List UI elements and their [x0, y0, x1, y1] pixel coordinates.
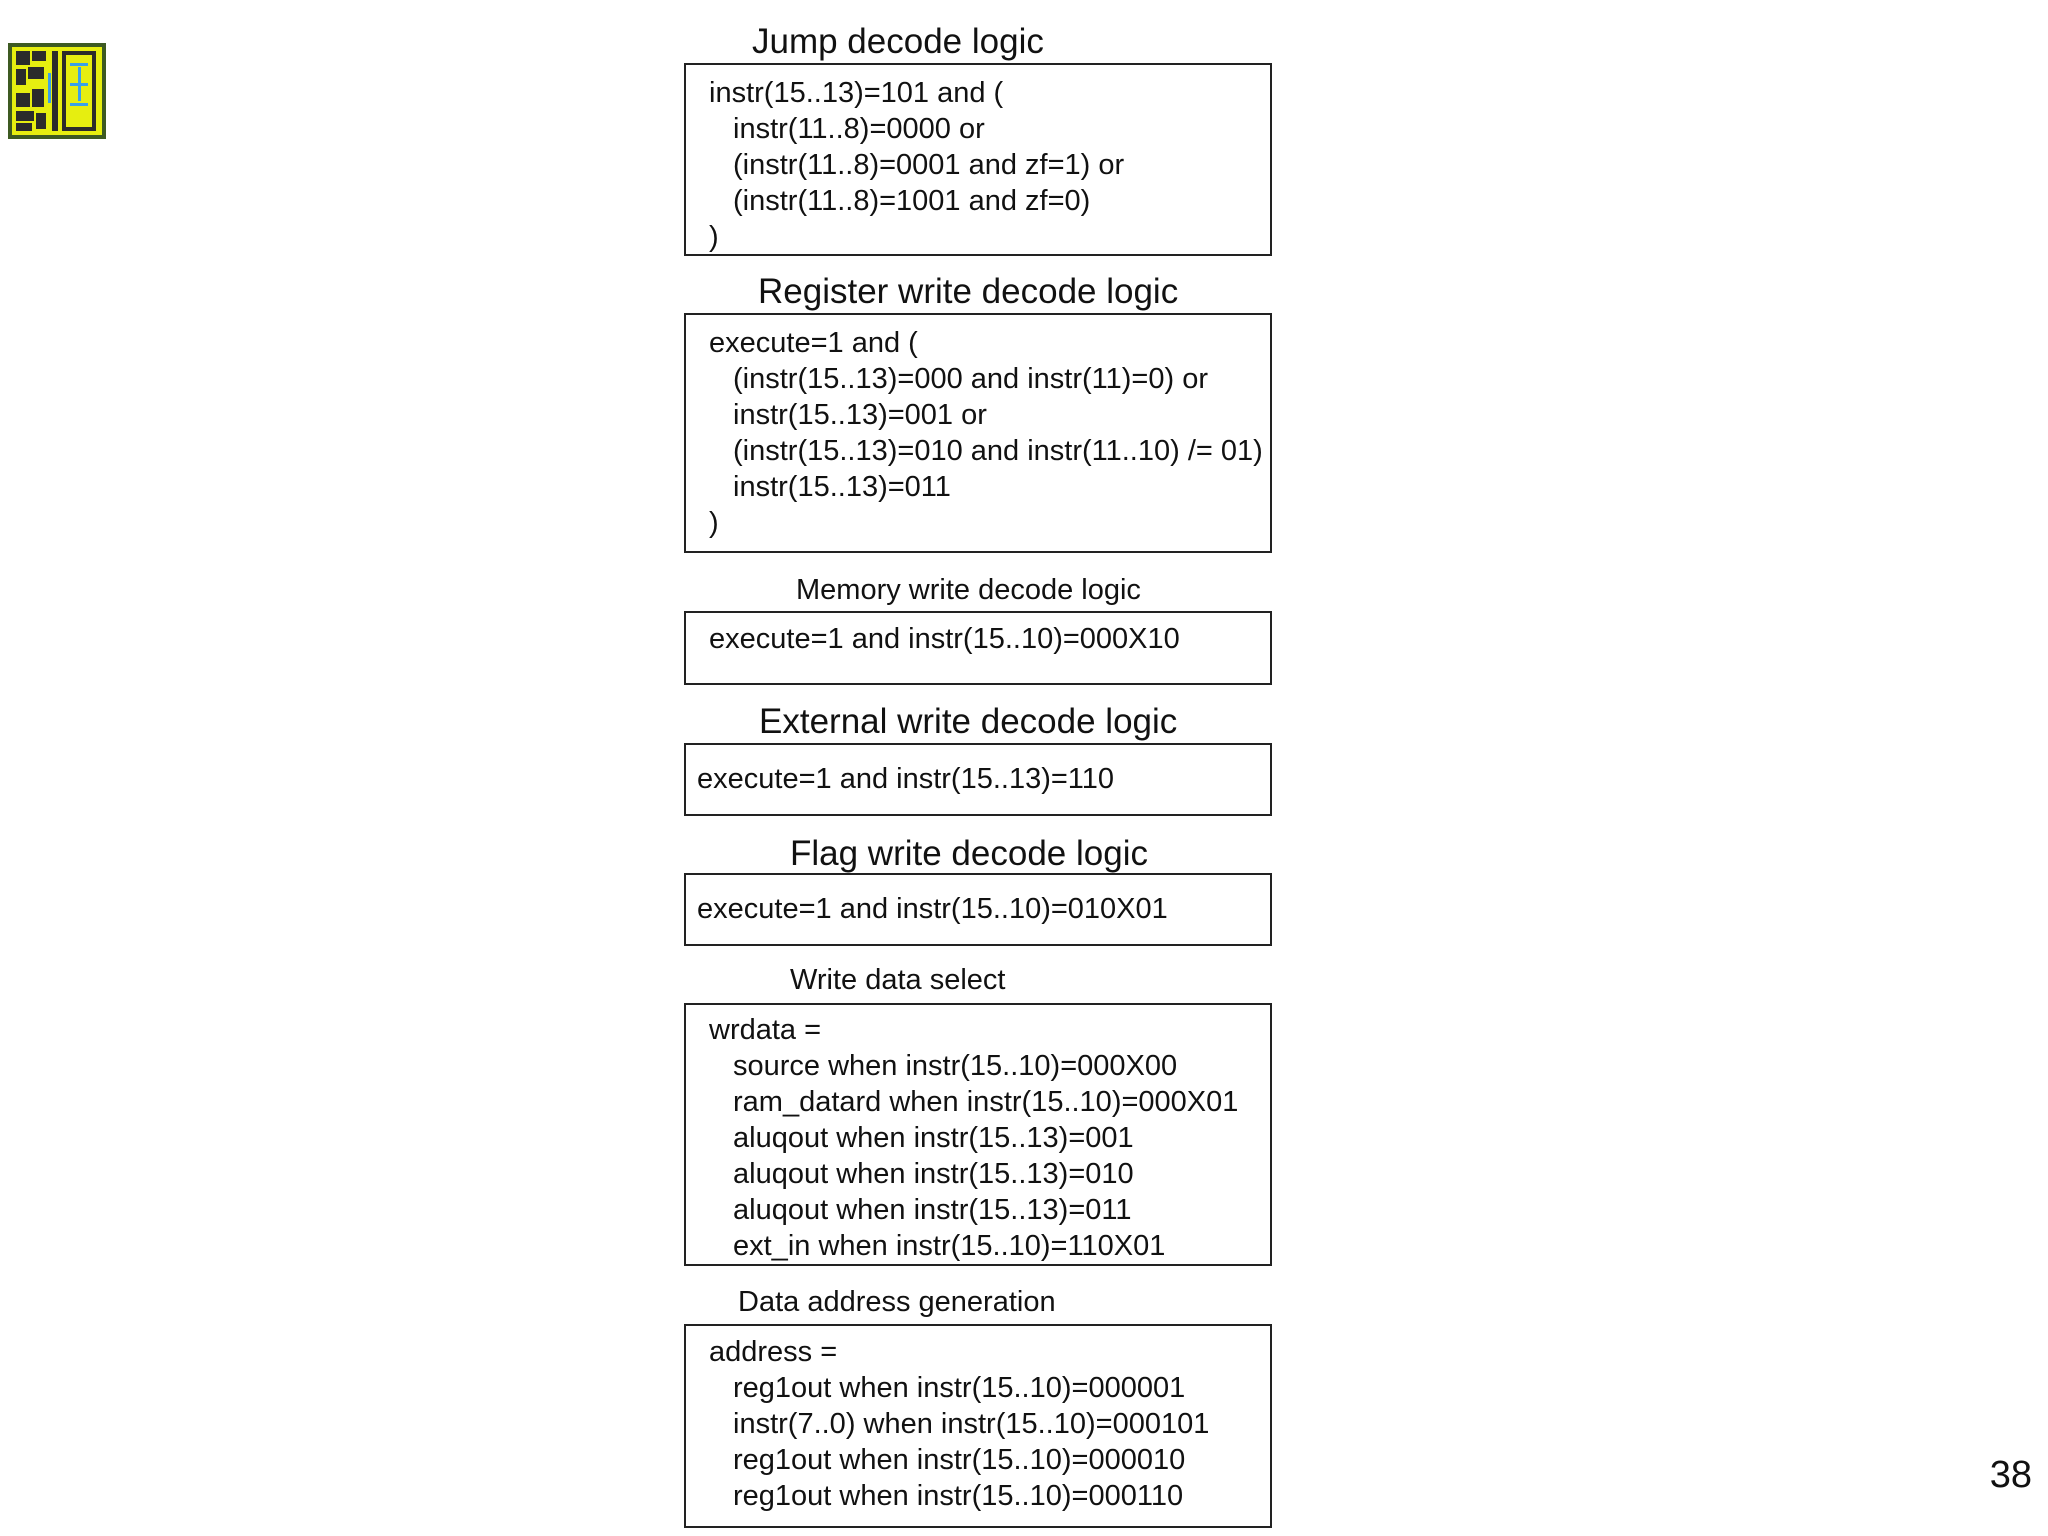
code-line: address =: [709, 1336, 838, 1368]
section-title-external-write: External write decode logic: [759, 702, 1178, 741]
chip-logo-icon: [8, 43, 106, 139]
code-line: wrdata =: [709, 1014, 822, 1046]
section-title-flag-write: Flag write decode logic: [790, 834, 1148, 873]
code-line: execute=1 and (: [709, 327, 918, 359]
code-line: execute=1 and instr(15..10)=000X10: [709, 623, 1180, 655]
code-line: execute=1 and instr(15..13)=110: [697, 763, 1115, 795]
code-line: reg1out when instr(15..10)=000010: [733, 1444, 1186, 1476]
jump-decode-box: [684, 63, 1272, 256]
code-line: ram_datard when instr(15..10)=000X01: [733, 1086, 1239, 1118]
code-line: source when instr(15..10)=000X00: [733, 1050, 1178, 1082]
code-line: aluqout when instr(15..13)=001: [733, 1122, 1134, 1154]
section-title-data-address: Data address generation: [738, 1286, 1056, 1318]
code-line: instr(15..13)=101 and (: [709, 77, 1004, 109]
code-line: (instr(15..13)=000 and instr(11)=0) or: [733, 363, 1208, 395]
code-line: instr(15..13)=001 or: [733, 399, 987, 431]
code-line: aluqout when instr(15..13)=010: [733, 1158, 1134, 1190]
code-line: reg1out when instr(15..10)=000001: [733, 1372, 1186, 1404]
code-line: (instr(15..13)=010 and instr(11..10) /= 01): [733, 435, 1263, 467]
code-line: ): [709, 507, 719, 539]
code-line: instr(11..8)=0000 or: [733, 113, 985, 145]
section-title-write-data-select: Write data select: [790, 964, 1006, 996]
code-line: instr(7..0) when instr(15..10)=000101: [733, 1408, 1210, 1440]
section-title-memory-write: Memory write decode logic: [796, 574, 1141, 606]
code-line: reg1out when instr(15..10)=000110: [733, 1480, 1184, 1512]
code-line: ): [709, 221, 719, 253]
code-line: instr(15..13)=011: [733, 471, 951, 503]
code-line: (instr(11..8)=1001 and zf=0): [733, 185, 1091, 217]
data-address-generation-box: [684, 1324, 1272, 1528]
flag-write-decode-box: [684, 873, 1272, 946]
code-line: (instr(11..8)=0001 and zf=1) or: [733, 149, 1125, 181]
code-line: aluqout when instr(15..13)=011: [733, 1194, 1132, 1226]
section-title-register-write: Register write decode logic: [758, 272, 1179, 311]
external-write-decode-box: [684, 743, 1272, 816]
code-line: execute=1 and instr(15..10)=010X01: [697, 893, 1168, 925]
write-data-select-box: [684, 1003, 1272, 1266]
section-title-jump-decode: Jump decode logic: [752, 22, 1044, 61]
page-number: 38: [1989, 1454, 2032, 1496]
memory-write-decode-box: [684, 611, 1272, 685]
register-write-decode-box: [684, 313, 1272, 553]
code-line: ext_in when instr(15..10)=110X01: [733, 1230, 1166, 1262]
